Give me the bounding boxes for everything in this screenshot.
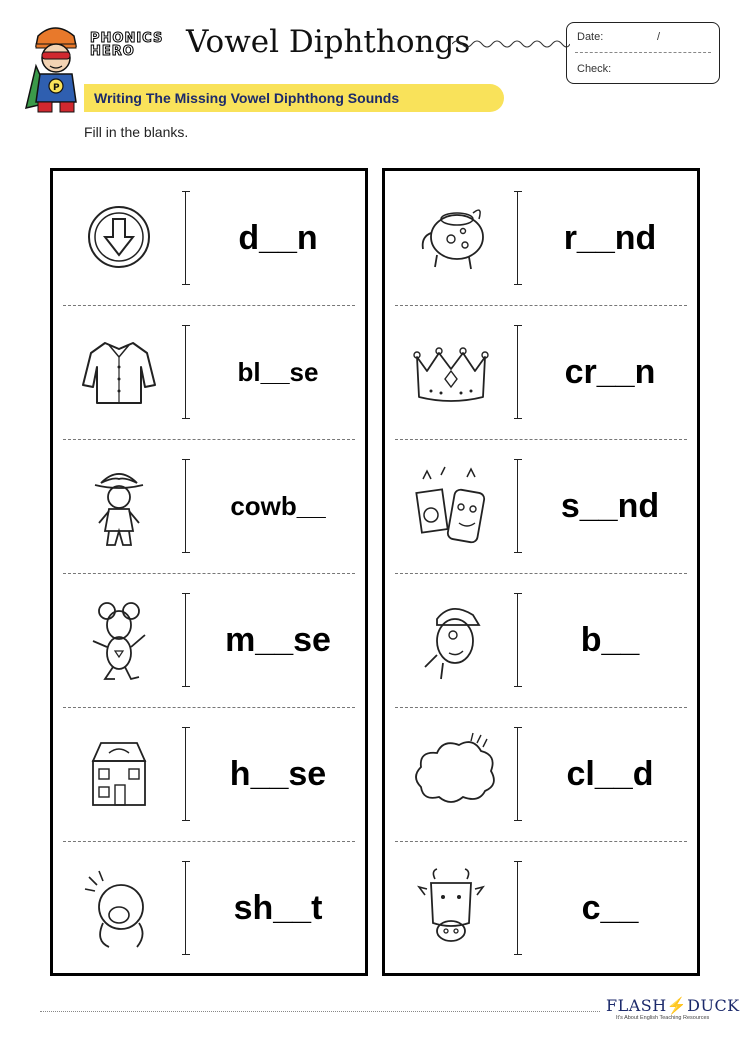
fill-in-word[interactable]: cowb__: [230, 490, 326, 521]
answer-bracket: [185, 727, 194, 821]
fill-in-word[interactable]: b__: [580, 620, 640, 659]
shout-icon: [75, 863, 163, 951]
fill-in-word[interactable]: cr__n: [564, 352, 656, 391]
round-cow-icon: [407, 193, 495, 281]
worksheet-row: [53, 841, 365, 975]
blouse-icon: [75, 327, 163, 415]
svg-text:P: P: [53, 83, 60, 93]
date-check-box: [566, 22, 720, 84]
brand-line2: HERO: [90, 44, 135, 59]
answer-bracket: [185, 593, 194, 687]
right-panel: [382, 168, 700, 976]
boy-icon: [407, 595, 495, 683]
worksheet-row: [385, 171, 697, 305]
answer-bracket: [517, 325, 526, 419]
fill-in-word[interactable]: c__: [581, 888, 639, 927]
fill-in-word[interactable]: cl__d: [566, 754, 654, 793]
brand-line1: PHONICS: [90, 31, 164, 46]
instructions: Fill in the blanks.: [84, 124, 189, 140]
phonics-hero-mascot-icon: [22, 22, 88, 114]
answer-bracket: [185, 191, 194, 285]
lightning-bolt-icon: ⚡: [666, 996, 688, 1015]
worksheet-row: [53, 573, 365, 707]
answer-bracket: [185, 459, 194, 553]
house-icon: [75, 729, 163, 817]
worksheet-row: [53, 707, 365, 841]
fill-in-word[interactable]: bl__se: [237, 356, 319, 387]
date-label: Date:: [577, 31, 604, 43]
check-label: Check:: [577, 63, 612, 75]
worksheet-row: [53, 439, 365, 573]
logo-part2: DUCK: [687, 996, 740, 1015]
fill-in-word[interactable]: h__se: [229, 754, 327, 793]
fill-in-word[interactable]: m__se: [225, 620, 331, 659]
date-row: [577, 31, 713, 43]
banner-text: Writing The Missing Vowel Diphthong Sounds: [94, 90, 400, 106]
mouse-icon: [75, 595, 163, 683]
fill-in-word[interactable]: r__nd: [563, 218, 657, 257]
subtitle-banner: [84, 84, 504, 112]
worksheet-row: [385, 439, 697, 573]
worksheet-row: [385, 841, 697, 975]
date-separator: /: [657, 31, 661, 43]
cowboy-icon: [75, 461, 163, 549]
flashduck-logo: [606, 996, 740, 1026]
worksheet-row: [53, 171, 365, 305]
answer-bracket: [517, 593, 526, 687]
fill-in-word[interactable]: s__nd: [560, 486, 660, 525]
page-title: Vowel Diphthongs: [186, 24, 471, 60]
squiggle-divider-icon: [452, 36, 570, 52]
brand-wordmark: [90, 32, 180, 58]
answer-bracket: [185, 325, 194, 419]
fill-in-word[interactable]: d__n: [238, 218, 318, 257]
cow-icon: [407, 863, 495, 951]
footer-divider: [40, 1011, 600, 1012]
fill-in-word[interactable]: sh__t: [233, 888, 323, 927]
worksheet-row: [385, 305, 697, 439]
answer-bracket: [185, 861, 194, 955]
worksheet-row: [53, 305, 365, 439]
left-panel: [50, 168, 368, 976]
logo-part1: FLASH: [606, 996, 667, 1015]
worksheet-row: [385, 707, 697, 841]
date-divider: [575, 52, 711, 53]
answer-bracket: [517, 727, 526, 821]
sound-speaker-icon: [407, 461, 495, 549]
logo-tagline: It's About English Teaching Resources: [616, 1015, 710, 1021]
crown-icon: [407, 327, 495, 415]
answer-bracket: [517, 861, 526, 955]
answer-bracket: [517, 191, 526, 285]
logo-wordmark: [606, 996, 740, 1015]
check-row: [577, 63, 713, 75]
cloud-icon: [403, 729, 499, 817]
worksheet-row: [385, 573, 697, 707]
answer-bracket: [517, 459, 526, 553]
down-arrow-icon: [75, 193, 163, 281]
